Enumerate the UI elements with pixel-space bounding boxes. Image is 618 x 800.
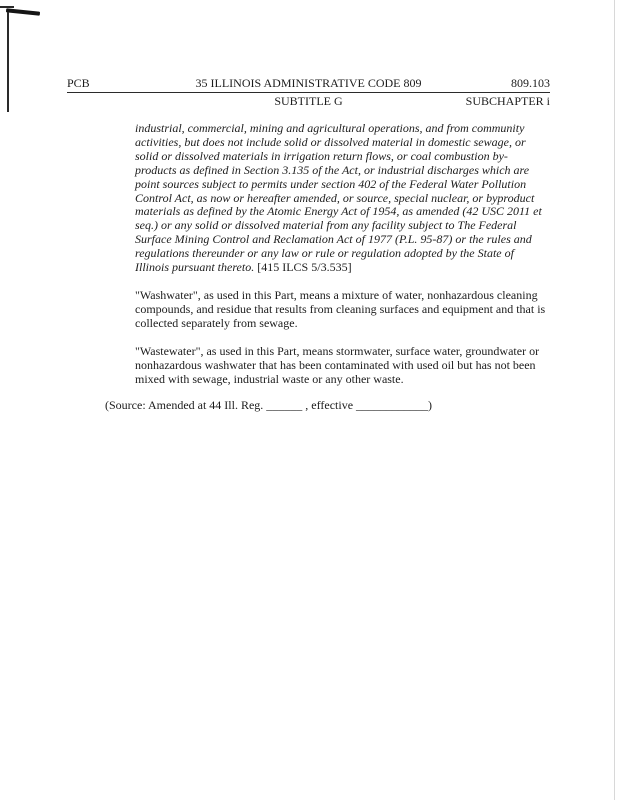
- header-subchapter: SUBCHAPTER i: [465, 94, 550, 108]
- washwater-definition-paragraph: "Washwater", as used in this Part, means a mixture of water, nonhazardous cleaning compounds, and residue that results from cleaning surfaces and equipment and that is collected separately from sewage.: [135, 287, 546, 330]
- scan-artifact-corner: [6, 8, 40, 16]
- header-row-secondary: [67, 94, 550, 109]
- header-section-number: 809.103: [511, 76, 550, 90]
- scan-artifact-right-edge: [614, 0, 615, 800]
- header-pcb-label: PCB: [67, 76, 90, 90]
- scan-artifact-left-edge: [7, 12, 9, 112]
- header-subtitle: SUBTITLE G: [274, 94, 343, 108]
- wastewater-definition-paragraph: "Wastewater", as used in this Part, means stormwater, surface water, groundwater or nonhazardous washwater that has been contaminated with used oil but has not been mixed with sewage, industrial waste or any other waste.: [135, 343, 540, 386]
- source-note: (Source: Amended at 44 Ill. Reg. ______ , effective ____________): [105, 398, 433, 412]
- document-body: [135, 122, 548, 400]
- header-row-primary: [67, 76, 550, 93]
- scan-artifact-top-edge: [0, 6, 14, 8]
- statute-definition-paragraph: [135, 122, 548, 275]
- header-code-title: 35 ILLINOIS ADMINISTRATIVE CODE 809: [195, 76, 422, 90]
- statute-citation: [415 ILCS 5/3.535]: [254, 260, 352, 275]
- page-header: [67, 76, 550, 109]
- statute-definition-text: industrial, commercial, mining and agricultural operations, and from community activities, but does not include solid or dissolved material in domestic sewage, or solid or dissolved materials in irrigation return flows, or coal combustion by-products as defined in Section 3.135 of the Act, or industrial discharges which are point sources subject to permits under section 402 of the Federal Water Pollution Control Act, as now or hereafter amended, or source, special nuclear, or byproduct materials as defined by the Atomic Energy Act of 1954, as amended (42 USC 2011 et seq.) or any solid or dissolved material from any facility subject to The Federal Surface Mining Control and Reclamation Act of 1977 (P.L. 95-87) or the rules and regulations thereunder or any law or rule or regulation adopted by the State of Illinois pursuant thereto.: [135, 121, 542, 275]
